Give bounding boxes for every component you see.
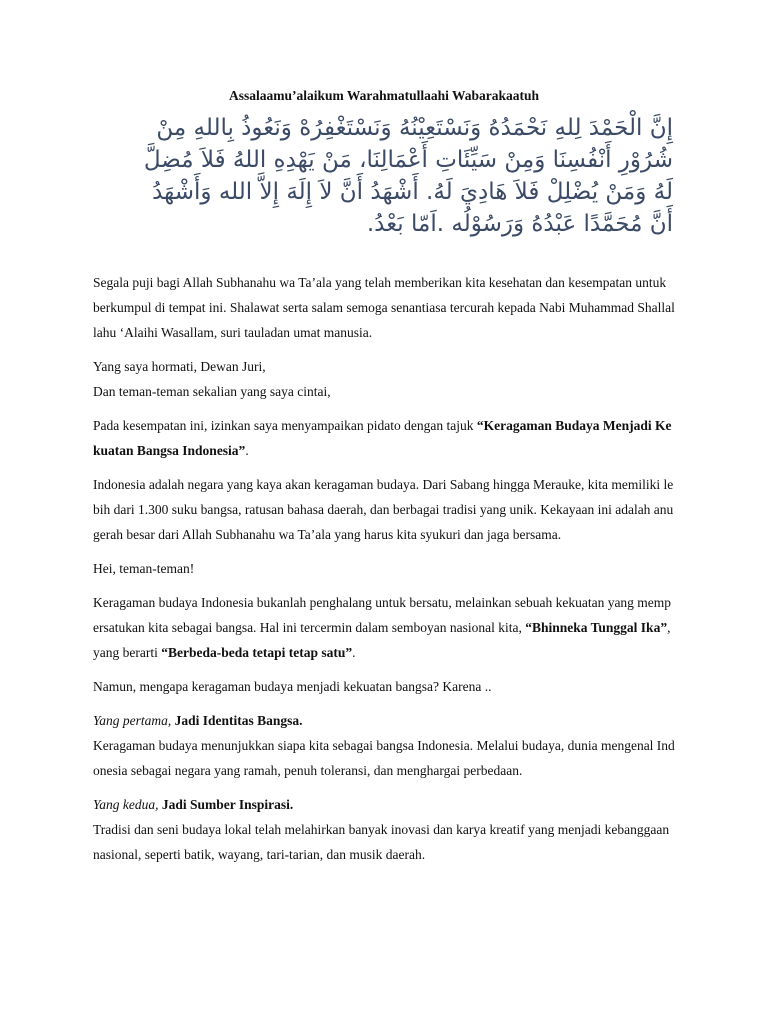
paragraph-first-point (93, 708, 675, 783)
salutation-line-1: Yang saya hormati, Dewan Juri, (93, 359, 266, 374)
topic-intro: Pada kesempatan ini, izinkan saya menyampaikan pidato dengan tajuk (93, 418, 477, 433)
motto: “Bhinneka Tunggal Ika” (525, 620, 668, 635)
greeting-title: Assalaamu’alaikum Warahmatullaahi Wabarakaatuh (228, 88, 540, 103)
speech-title: “Keragaman Budaya Menjadi Kekuatan Bangsa Indonesia” (93, 418, 672, 458)
paragraph-second-point (93, 792, 675, 867)
paragraph-salutation (93, 354, 675, 404)
second-point-body: Tradisi dan seni budaya lokal telah melahirkan banyak inovasi dan karya kreatif yang menjadi kebanggaan nasional, seperti batik, wayang, tari-tarian, dan musik daerah. (93, 822, 670, 862)
second-point-label: Yang kedua, (93, 797, 159, 812)
arabic-line: شُرُوْرِ أَنْفُسِنَا وَمِنْ سَيِّئَاتِ أَعْمَالِنَا، مَنْ يَهْدِهِ اللهُ فَلاَ مُضِلَّ (143, 147, 673, 173)
paragraph-unity (93, 590, 675, 665)
paragraph-praise: Segala puji bagi Allah Subhanahu wa Ta’ala yang telah memberikan kita kesehatan dan kesempatan untuk berkumpul di tempat ini. Shalawat serta salam semoga senantiasa tercurah kepada Nabi Muhammad Shallallahu ‘Alaihi Wasallam, suri tauladan umat manusia. (93, 275, 675, 340)
arabic-opening-prayer (93, 112, 675, 240)
paragraph-hey: Hei, teman-teman! (93, 561, 195, 576)
first-point-heading: Jadi Identitas Bangsa. (171, 713, 303, 728)
salutation-line-2: Dan teman-teman sekalian yang saya cintai, (93, 384, 331, 399)
paragraph-topic (93, 413, 675, 463)
paragraph-question: Namun, mengapa keragaman budaya menjadi kekuatan bangsa? Karena .. (93, 679, 492, 694)
second-point-heading: Jadi Sumber Inspirasi. (158, 797, 294, 812)
unity-mid: , yang berarti (93, 620, 671, 660)
first-point-body: Keragaman budaya menunjukkan siapa kita sebagai bangsa Indonesia. Melalui budaya, dunia mengenal Indonesia sebagai negara yang ramah, penuh toleransi, dan menghargai perbedaan. (93, 738, 675, 778)
first-point-label: Yang pertama, (93, 713, 172, 728)
topic-end: . (245, 443, 249, 458)
document-page (93, 86, 675, 876)
arabic-line: لَهُ وَمَنْ يُضْلِلْ فَلاَ هَادِيَ لَهُ. أَشْهَدُ أَنَّ لاَ إِلَهَ إِلاَّ الله وَأَشْهَدُ (152, 179, 673, 205)
arabic-line: إِنَّ الْحَمْدَ لِلهِ نَحْمَدُهُ وَنَسْتَعِيْنُهُ وَنَسْتَغْفِرُهْ وَنَعُوذُ بِاللهِ مِنْ (156, 115, 673, 141)
arabic-line: أَنَّ مُحَمَّدًا عَبْدُهُ وَرَسُوْلُه .اَمّا بَعْدُ. (366, 211, 673, 237)
unity-text: Keragaman budaya Indonesia bukanlah penghalang untuk bersatu, melainkan sebuah kekuatan yang mempersatukan kita sebagai bangsa. Hal ini tercermin dalam semboyan nasional kita, (93, 595, 672, 635)
unity-end: . (352, 645, 356, 660)
motto-meaning: “Berbeda-beda tetapi tetap satu” (161, 645, 353, 660)
paragraph-diversity: Indonesia adalah negara yang kaya akan keragaman budaya. Dari Sabang hingga Merauke, kita memiliki lebih dari 1.300 suku bangsa, ratusan bahasa daerah, dan berbagai tradisi yang unik. Kekayaan ini adalah anugerah besar dari Allah Subhanahu wa Ta’ala yang harus kita syukuri dan jaga bersama. (93, 477, 674, 542)
